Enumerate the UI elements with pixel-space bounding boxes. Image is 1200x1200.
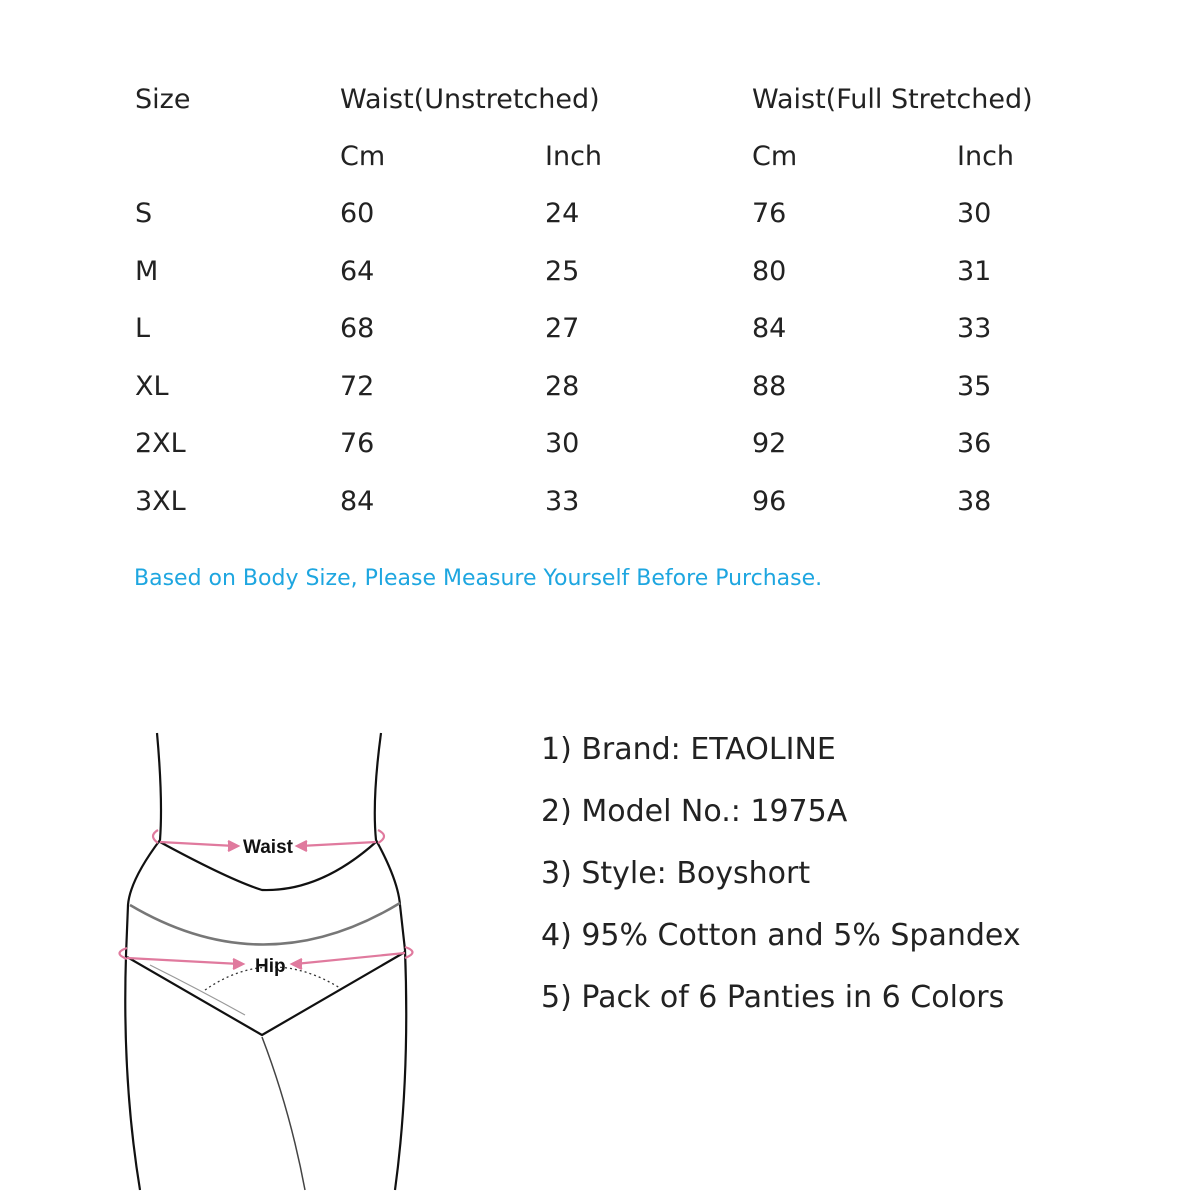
subheader-inch: Inch [957,141,1015,172]
measurement-cell: 25 [545,255,580,287]
measurement-cell: 30 [545,428,580,459]
measurement-cell: 36 [957,428,992,459]
header-waist-unstretched: Waist(Unstretched) [340,84,600,115]
feature-material: 4) 95% Cotton and 5% Spandex [541,918,1021,953]
size-cell: S [135,198,153,229]
measurement-cell: 96 [752,485,787,517]
inner-thigh-line [262,1037,305,1190]
measurement-cell: 28 [545,370,580,402]
size-cell: 2XL [135,428,186,459]
measurement-cell: 80 [752,255,787,287]
subheader-cm: Cm [340,141,386,172]
measurement-cell: 38 [957,485,992,517]
size-cell: XL [135,370,169,402]
feature-brand: 1) Brand: ETAOLINE [541,732,836,767]
size-cell: L [135,313,151,344]
size-cell: M [135,255,159,287]
feature-style: 3) Style: Boyshort [541,856,811,891]
measurement-cell: 24 [545,198,580,229]
measurement-cell: 35 [957,370,992,402]
measurement-cell: 76 [752,198,787,229]
measurement-cell: 68 [340,313,375,344]
leg-seam [150,965,245,1015]
measurement-cell: 31 [957,255,992,287]
hip-label: Hip [255,956,286,977]
measure-note: Based on Body Size, Please Measure Yourself Before Purchase. [134,566,823,591]
feature-model: 2) Model No.: 1975A [541,794,848,829]
measurement-cell: 33 [957,313,992,344]
measurement-cell: 88 [752,370,787,402]
measurement-cell: 76 [340,428,375,459]
header-size: Size [135,84,191,115]
header-waist-stretched: Waist(Full Stretched) [752,84,1033,115]
waist-label: Waist [243,837,293,858]
feature-pack: 5) Pack of 6 Panties in 6 Colors [541,980,1005,1015]
measurement-cell: 60 [340,198,375,229]
measurement-cell: 84 [340,485,375,517]
subheader-cm: Cm [752,141,798,172]
measurement-cell: 30 [957,198,992,229]
measurement-cell: 92 [752,428,787,459]
measurement-cell: 72 [340,370,375,402]
size-cell: 3XL [135,485,186,517]
measurement-cell: 33 [545,485,580,517]
measurement-cell: 64 [340,255,375,287]
measurement-cell: 84 [752,313,787,344]
waistband-seam [130,903,400,945]
subheader-inch: Inch [545,141,603,172]
measurement-cell: 27 [545,313,580,344]
